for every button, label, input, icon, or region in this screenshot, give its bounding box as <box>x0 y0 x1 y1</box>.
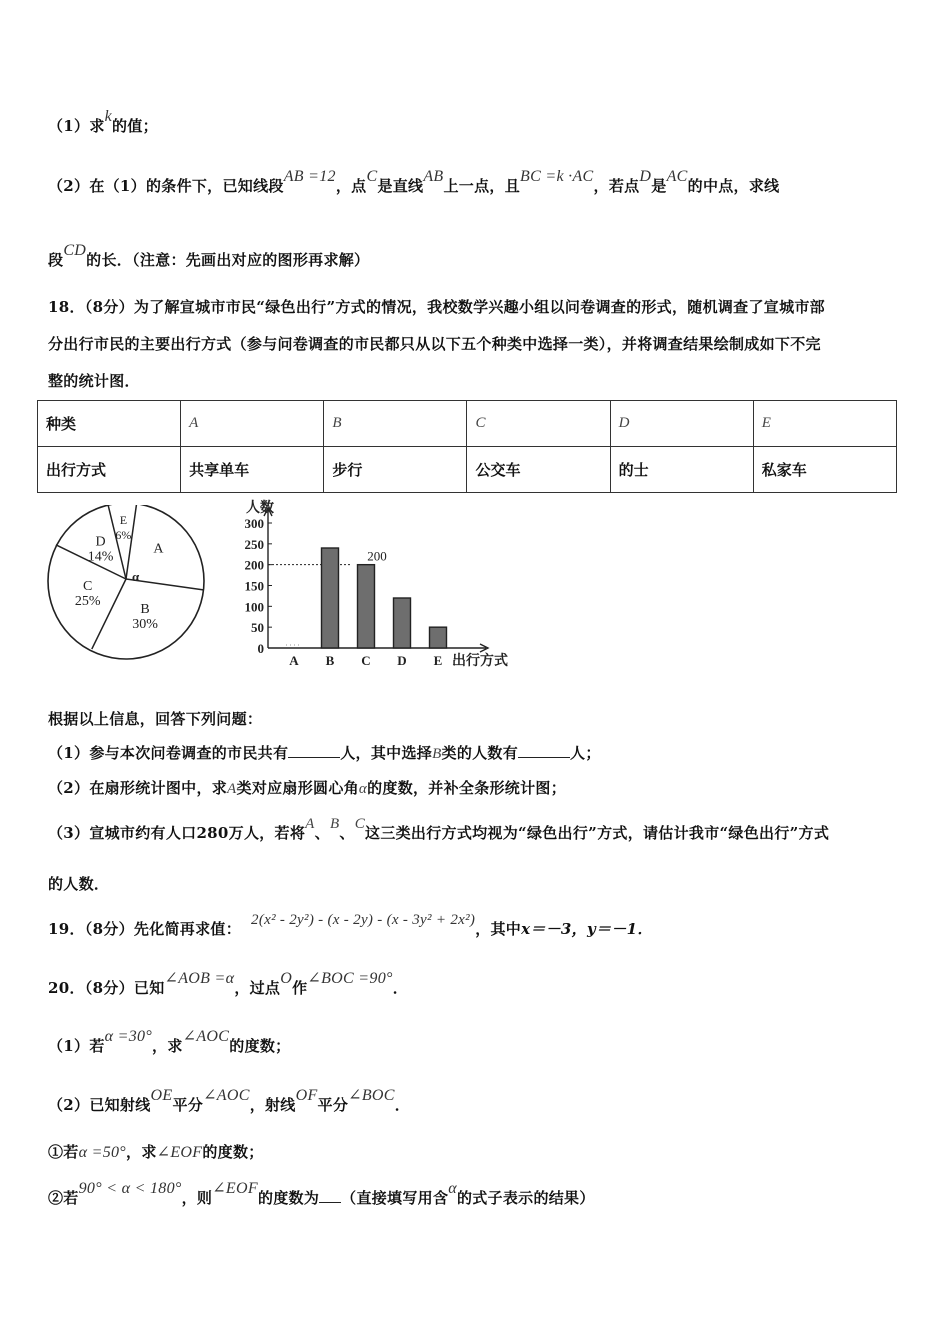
answer-blank[interactable] <box>319 1188 341 1203</box>
pie-label-c: C <box>82 579 93 595</box>
bar-e <box>430 627 447 648</box>
text: 的度数； <box>202 1143 264 1161</box>
text: 段 <box>48 251 64 269</box>
q18-intro-line1: 18．（8分）为了解宣城市市民“绿色出行”方式的情况，我校数学兴趣小组以问卷调查的形式，随机调查了宣城市部 <box>48 298 825 316</box>
q17-part2 <box>48 168 780 196</box>
math: ∠AOC <box>203 1087 250 1104</box>
pie-label-e: E <box>119 513 128 528</box>
text: 的度数； <box>229 1037 291 1055</box>
table-cell: 步行 <box>324 447 467 493</box>
text: （2）已知射线 <box>48 1096 151 1114</box>
math: ∠BOC <box>348 1087 395 1104</box>
table-cell: E <box>753 401 896 447</box>
math: OE <box>150 1087 173 1104</box>
q20-part2 <box>48 1087 411 1115</box>
math: D <box>639 168 652 185</box>
table-cell: B <box>324 401 467 447</box>
q17-part2-cont <box>48 242 370 270</box>
text: （1）求 <box>48 117 105 135</box>
text: （直接填写用含 <box>341 1189 449 1207</box>
math: ∠BOC =90° <box>307 970 393 987</box>
answer-blank[interactable] <box>518 743 570 758</box>
y-tick-label: 0 <box>257 641 264 656</box>
math: C <box>366 168 378 185</box>
text: （1）参与本次问卷调查的市民共有 <box>48 744 289 762</box>
y-tick-label: 50 <box>251 620 264 636</box>
text: 平分 <box>317 1096 349 1114</box>
math: ∠EOF <box>212 1180 258 1197</box>
x-tick-label: E <box>433 653 443 668</box>
x-tick-label: A <box>289 653 299 668</box>
table-cell: 种类 <box>38 401 181 447</box>
bar-chart <box>228 498 528 678</box>
pie-label-d: D <box>95 534 106 550</box>
q19 <box>48 912 653 939</box>
y-tick-label: 150 <box>244 578 264 594</box>
table-cell: D <box>610 401 753 447</box>
text: 的值； <box>112 117 158 135</box>
math: BC =k ·AC <box>520 168 594 185</box>
pie-value-c: 25% <box>74 594 101 610</box>
pie-slice-c <box>92 579 126 649</box>
text: 的中点，求线 <box>687 177 780 195</box>
bar-d <box>394 598 411 648</box>
text: 类的人数有 <box>441 744 519 762</box>
math: O <box>280 970 293 987</box>
y-tick-label: 250 <box>244 536 264 552</box>
pie-value-d: 14% <box>87 549 114 565</box>
q20-case1 <box>48 1141 264 1162</box>
bar-b <box>322 548 339 648</box>
q18-intro-line2: 分出行市民的主要出行方式（参与问卷调查的市民都只从以下五个种类中选择一类），并将调查结果绘制成如下不完 <box>48 335 821 353</box>
x-axis-label: 出行方式 <box>452 654 508 669</box>
y-axis-label: 人数 <box>246 501 274 516</box>
text: ． <box>392 979 409 997</box>
text: ，射线 <box>249 1096 296 1114</box>
table-row <box>38 401 897 447</box>
text: 的度数，并补全条形统计图； <box>367 779 567 797</box>
math: ∠AOB =α <box>164 970 235 987</box>
text: ，若点 <box>593 177 640 195</box>
text: 19．（8分）先化简再求值： <box>48 920 242 938</box>
category-table <box>37 400 897 493</box>
x-tick-label: D <box>397 653 407 668</box>
text: 、 <box>339 824 355 842</box>
table-cell: 私家车 <box>753 447 896 493</box>
math: C <box>354 816 366 832</box>
text: ，求 <box>152 1037 183 1055</box>
q18-question1 <box>48 742 601 763</box>
pie-chart <box>40 505 210 670</box>
text: 是 <box>651 177 667 195</box>
math: CD <box>63 242 87 259</box>
q18-question3-cont: 的人数． <box>48 875 110 893</box>
table-cell: 公交车 <box>467 447 610 493</box>
text: ②若 <box>48 1189 79 1207</box>
text: 的长．（注意：先画出对应的图形再求解） <box>86 251 370 269</box>
math: α <box>448 1180 457 1197</box>
math: AB =12 <box>283 168 336 185</box>
table-cell: 共享单车 <box>181 447 324 493</box>
math: α =30° <box>104 1028 153 1045</box>
text: 的式子表示的结果） <box>456 1189 595 1207</box>
table-cell: A <box>181 401 324 447</box>
math: α <box>358 781 368 797</box>
text: ，则 <box>181 1189 213 1207</box>
y-tick-label: 100 <box>244 599 264 615</box>
y-tick-label: 200 <box>244 557 264 573</box>
text: 这三类出行方式均视为“绿色出行”方式，请估计我市“绿色出行”方式 <box>365 824 830 842</box>
text: ①若 <box>48 1143 79 1161</box>
text: ，其中 <box>475 920 522 938</box>
x-tick-label: B <box>325 653 335 668</box>
answer-blank[interactable] <box>288 743 340 758</box>
text: 人； <box>570 744 601 762</box>
text: ，过点 <box>234 979 281 997</box>
table-cell: 的士 <box>610 447 753 493</box>
pie-label-a: A <box>153 541 164 557</box>
q18-question2 <box>48 777 566 798</box>
table-row <box>38 447 897 493</box>
pie-angle-label: α <box>132 569 140 584</box>
text: ，求 <box>126 1143 157 1161</box>
bar-c <box>358 565 375 648</box>
text: 人，其中选择 <box>340 744 433 762</box>
math: ∠AOC <box>182 1028 230 1045</box>
text: 、 <box>314 824 330 842</box>
text: 类对应扇形圆心角 <box>236 779 359 797</box>
pie-value-b: 30% <box>132 616 158 632</box>
math: OF <box>295 1087 318 1104</box>
math: α =50° <box>78 1144 127 1161</box>
q20-part1 <box>48 1028 291 1056</box>
text: 的度数为 <box>257 1189 320 1207</box>
text: 平分 <box>172 1096 204 1114</box>
math: AB <box>423 168 444 185</box>
q18-ask: 根据以上信息，回答下列问题： <box>48 710 263 728</box>
math-k: k <box>104 108 113 125</box>
text: 是直线 <box>377 177 424 195</box>
text: （3）宣城市约有人口280万人，若将 <box>48 824 306 842</box>
text: 20．（8分）已知 <box>48 979 165 997</box>
text: ，点 <box>335 177 367 195</box>
pie-label-b: B <box>140 601 150 617</box>
q20-case2 <box>48 1180 595 1208</box>
math: B <box>329 816 340 832</box>
math: A <box>305 816 315 832</box>
text: x＝－3，y＝－1． <box>521 920 653 938</box>
text: （2）在（1）的条件下，已知线段 <box>48 177 284 195</box>
x-tick-label: C <box>361 653 371 668</box>
q18-question3 <box>48 816 830 843</box>
math-expression: 2(x² - 2y²) - (x - 2y) - (x - 3y² + 2x²) <box>251 912 476 928</box>
math: A <box>227 781 237 797</box>
table-cell: 出行方式 <box>38 447 181 493</box>
math: ∠EOF <box>156 1144 203 1161</box>
math: 90° < α < 180° <box>78 1180 182 1197</box>
pie-value-e: 6% <box>115 528 132 543</box>
text: ． <box>394 1096 411 1114</box>
text: 作 <box>292 979 308 997</box>
text: （2）在扇形统计图中，求 <box>48 779 228 797</box>
text: 上一点，且 <box>443 177 521 195</box>
q18-intro-line3: 整的统计图． <box>48 372 140 390</box>
y-tick-label: 300 <box>244 516 264 531</box>
bar-data-label: 200 <box>367 548 387 564</box>
math: AC <box>666 168 688 185</box>
table-cell: C <box>467 401 610 447</box>
text: （1）若 <box>48 1037 105 1055</box>
q20-stem <box>48 970 409 998</box>
math: B <box>432 746 442 762</box>
q17-part1 <box>48 108 158 136</box>
